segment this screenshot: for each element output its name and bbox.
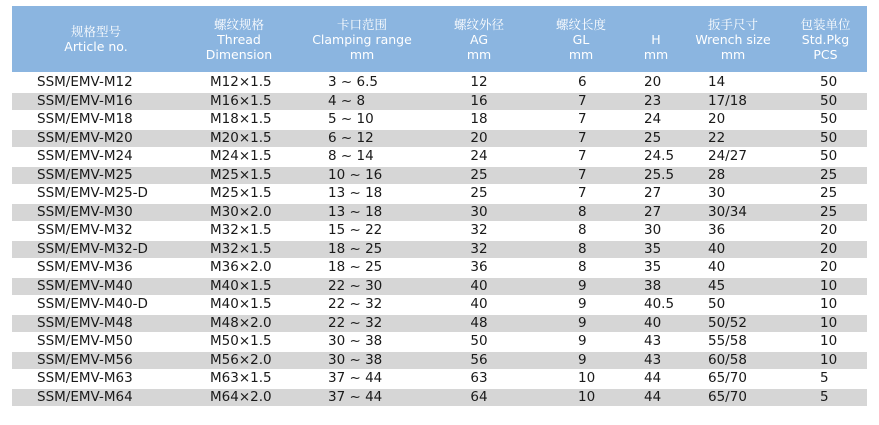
table-header <box>12 6 867 73</box>
cell-gl: 10 <box>532 370 630 389</box>
cell-ag: 24 <box>426 148 532 167</box>
header-clamp-cn: 卡口范围 <box>336 16 387 32</box>
cell-article: SSM/EMV-M63 <box>12 370 180 389</box>
header-row <box>12 6 867 73</box>
cell-article: SSM/EMV-M64 <box>12 388 180 407</box>
cell-thread: M32×1.5 <box>180 240 298 259</box>
table-row <box>12 92 867 111</box>
cell-h: 44 <box>630 370 682 389</box>
cell-std-pkg: 25 <box>784 185 867 204</box>
header-wrench-en: Wrench size <box>695 31 771 47</box>
header-pkg <box>784 6 867 73</box>
cell-h: 25.5 <box>630 166 682 185</box>
cell-clamping-range: 37 ~ 44 <box>298 388 426 407</box>
cell-ag: 63 <box>426 370 532 389</box>
table-row <box>12 370 867 389</box>
cell-clamping-range: 18 ~ 25 <box>298 240 426 259</box>
cell-thread: M20×1.5 <box>180 129 298 148</box>
header-wrench-unit: mm <box>720 46 746 62</box>
cell-wrench-size: 14 <box>682 73 784 92</box>
cell-h: 40 <box>630 314 682 333</box>
cell-std-pkg: 50 <box>784 73 867 92</box>
header-gl <box>532 6 630 73</box>
cell-std-pkg: 20 <box>784 240 867 259</box>
header-ag <box>426 6 532 73</box>
cell-std-pkg: 5 <box>784 388 867 407</box>
cell-ag: 50 <box>426 333 532 352</box>
cell-wrench-size: 65/70 <box>682 388 784 407</box>
cell-wrench-size: 50/52 <box>682 314 784 333</box>
cell-h: 20 <box>630 73 682 92</box>
header-gl-unit: mm <box>568 46 594 62</box>
cell-article: SSM/EMV-M25 <box>12 166 180 185</box>
table-row <box>12 166 867 185</box>
cell-wrench-size: 40 <box>682 240 784 259</box>
cell-wrench-size: 50 <box>682 296 784 315</box>
cell-article: SSM/EMV-M48 <box>12 314 180 333</box>
cell-clamping-range: 22 ~ 32 <box>298 314 426 333</box>
table-row <box>12 333 867 352</box>
header-ag-unit: mm <box>466 46 492 62</box>
table-row <box>12 111 867 130</box>
cell-ag: 64 <box>426 388 532 407</box>
table-row <box>12 222 867 241</box>
cell-clamping-range: 13 ~ 18 <box>298 185 426 204</box>
cell-gl: 9 <box>532 314 630 333</box>
cell-clamping-range: 37 ~ 44 <box>298 370 426 389</box>
cell-article: SSM/EMV-M30 <box>12 203 180 222</box>
cell-article: SSM/EMV-M12 <box>12 73 180 92</box>
cell-clamping-range: 30 ~ 38 <box>298 351 426 370</box>
cell-gl: 8 <box>532 222 630 241</box>
cell-wrench-size: 45 <box>682 277 784 296</box>
cell-gl: 8 <box>532 240 630 259</box>
cell-clamping-range: 30 ~ 38 <box>298 333 426 352</box>
cell-clamping-range: 8 ~ 14 <box>298 148 426 167</box>
header-thread-en2: Dimension <box>205 46 273 62</box>
table-row <box>12 388 867 407</box>
cell-ag: 25 <box>426 166 532 185</box>
cell-gl: 9 <box>532 333 630 352</box>
cell-clamping-range: 13 ~ 18 <box>298 203 426 222</box>
cell-wrench-size: 17/18 <box>682 92 784 111</box>
header-h-spacer <box>630 17 682 32</box>
cell-thread: M25×1.5 <box>180 185 298 204</box>
table-row <box>12 203 867 222</box>
header-thread <box>180 6 298 73</box>
cell-std-pkg: 10 <box>784 351 867 370</box>
header-gl-cn: 螺纹长度 <box>555 16 606 32</box>
cell-thread: M24×1.5 <box>180 148 298 167</box>
cell-std-pkg: 10 <box>784 277 867 296</box>
table-row <box>12 351 867 370</box>
header-h-en: H <box>651 31 661 47</box>
cell-gl: 7 <box>532 129 630 148</box>
cell-thread: M40×1.5 <box>180 277 298 296</box>
cell-article: SSM/EMV-M25-D <box>12 185 180 204</box>
cell-h: 38 <box>630 277 682 296</box>
cell-clamping-range: 15 ~ 22 <box>298 222 426 241</box>
cell-wrench-size: 55/58 <box>682 333 784 352</box>
cell-ag: 12 <box>426 73 532 92</box>
cell-thread: M32×1.5 <box>180 222 298 241</box>
cell-article: SSM/EMV-M18 <box>12 111 180 130</box>
cell-gl: 7 <box>532 92 630 111</box>
cell-article: SSM/EMV-M50 <box>12 333 180 352</box>
cell-gl: 9 <box>532 296 630 315</box>
cell-clamping-range: 10 ~ 16 <box>298 166 426 185</box>
header-article-cn: 规格型号 <box>70 24 121 39</box>
table-row <box>12 259 867 278</box>
cell-clamping-range: 18 ~ 25 <box>298 259 426 278</box>
cell-h: 23 <box>630 92 682 111</box>
table-row <box>12 277 867 296</box>
cell-article: SSM/EMV-M56 <box>12 351 180 370</box>
cell-std-pkg: 5 <box>784 370 867 389</box>
cell-h: 30 <box>630 222 682 241</box>
table-row <box>12 296 867 315</box>
cell-thread: M63×1.5 <box>180 370 298 389</box>
cell-ag: 56 <box>426 351 532 370</box>
cell-article: SSM/EMV-M36 <box>12 259 180 278</box>
cell-h: 43 <box>630 333 682 352</box>
cell-wrench-size: 30 <box>682 185 784 204</box>
cell-thread: M30×2.0 <box>180 203 298 222</box>
header-h <box>630 6 682 73</box>
cell-gl: 7 <box>532 166 630 185</box>
cell-article: SSM/EMV-M24 <box>12 148 180 167</box>
cell-thread: M36×2.0 <box>180 259 298 278</box>
cell-article: SSM/EMV-M20 <box>12 129 180 148</box>
cell-h: 35 <box>630 240 682 259</box>
cell-wrench-size: 24/27 <box>682 148 784 167</box>
cell-article: SSM/EMV-M32-D <box>12 240 180 259</box>
cell-gl: 8 <box>532 203 630 222</box>
cell-thread: M16×1.5 <box>180 92 298 111</box>
cell-wrench-size: 40 <box>682 259 784 278</box>
cell-wrench-size: 22 <box>682 129 784 148</box>
cell-std-pkg: 20 <box>784 222 867 241</box>
cell-std-pkg: 50 <box>784 92 867 111</box>
cell-h: 44 <box>630 388 682 407</box>
cell-article: SSM/EMV-M16 <box>12 92 180 111</box>
cell-ag: 25 <box>426 185 532 204</box>
cell-clamping-range: 6 ~ 12 <box>298 129 426 148</box>
cell-article: SSM/EMV-M40-D <box>12 296 180 315</box>
cell-h: 24 <box>630 111 682 130</box>
cell-gl: 7 <box>532 111 630 130</box>
header-wrench <box>682 6 784 73</box>
cell-clamping-range: 22 ~ 32 <box>298 296 426 315</box>
cell-thread: M18×1.5 <box>180 111 298 130</box>
cell-ag: 40 <box>426 296 532 315</box>
header-ag-cn: 螺纹外径 <box>453 16 504 32</box>
cell-gl: 6 <box>532 73 630 92</box>
header-thread-en1: Thread <box>217 31 261 47</box>
cell-h: 43 <box>630 351 682 370</box>
cell-clamping-range: 4 ~ 8 <box>298 92 426 111</box>
table-body <box>12 73 867 407</box>
header-clamp-en: Clamping range <box>312 31 412 47</box>
table-row <box>12 148 867 167</box>
header-pkg-unit: PCS <box>813 46 838 62</box>
cell-ag: 18 <box>426 111 532 130</box>
header-clamp <box>298 6 426 73</box>
cell-h: 27 <box>630 203 682 222</box>
cell-ag: 32 <box>426 222 532 241</box>
cell-h: 25 <box>630 129 682 148</box>
cell-std-pkg: 10 <box>784 296 867 315</box>
cell-wrench-size: 30/34 <box>682 203 784 222</box>
table-row <box>12 185 867 204</box>
cell-wrench-size: 20 <box>682 111 784 130</box>
cell-thread: M25×1.5 <box>180 166 298 185</box>
header-article-en: Article no. <box>64 39 128 54</box>
header-ag-en: AG <box>469 31 489 47</box>
cell-thread: M56×2.0 <box>180 351 298 370</box>
spec-table <box>12 6 867 407</box>
cell-wrench-size: 36 <box>682 222 784 241</box>
cell-gl: 9 <box>532 351 630 370</box>
header-pkg-en: Std.Pkg <box>801 31 850 47</box>
cell-clamping-range: 3 ~ 6.5 <box>298 73 426 92</box>
cell-std-pkg: 10 <box>784 333 867 352</box>
cell-gl: 8 <box>532 259 630 278</box>
cell-article: SSM/EMV-M40 <box>12 277 180 296</box>
cell-clamping-range: 22 ~ 30 <box>298 277 426 296</box>
cell-thread: M64×2.0 <box>180 388 298 407</box>
cell-std-pkg: 50 <box>784 111 867 130</box>
cell-wrench-size: 65/70 <box>682 370 784 389</box>
cell-gl: 10 <box>532 388 630 407</box>
cell-std-pkg: 25 <box>784 166 867 185</box>
cell-h: 27 <box>630 185 682 204</box>
cell-std-pkg: 10 <box>784 314 867 333</box>
cell-thread: M12×1.5 <box>180 73 298 92</box>
table-row <box>12 314 867 333</box>
header-wrench-cn: 扳手尺寸 <box>707 16 758 32</box>
cell-gl: 7 <box>532 148 630 167</box>
cell-wrench-size: 28 <box>682 166 784 185</box>
header-thread-cn: 螺纹规格 <box>213 16 264 32</box>
cell-ag: 36 <box>426 259 532 278</box>
cell-thread: M40×1.5 <box>180 296 298 315</box>
cell-std-pkg: 50 <box>784 148 867 167</box>
header-article <box>12 6 180 73</box>
cell-ag: 30 <box>426 203 532 222</box>
cell-std-pkg: 50 <box>784 129 867 148</box>
cell-h: 35 <box>630 259 682 278</box>
header-clamp-unit: mm <box>349 46 375 62</box>
cell-ag: 48 <box>426 314 532 333</box>
cell-wrench-size: 60/58 <box>682 351 784 370</box>
table-row <box>12 73 867 92</box>
cell-gl: 7 <box>532 185 630 204</box>
table-row <box>12 129 867 148</box>
cell-h: 24.5 <box>630 148 682 167</box>
cell-ag: 40 <box>426 277 532 296</box>
table-row <box>12 240 867 259</box>
cell-std-pkg: 25 <box>784 203 867 222</box>
cell-gl: 9 <box>532 277 630 296</box>
cell-h: 40.5 <box>630 296 682 315</box>
cell-ag: 20 <box>426 129 532 148</box>
header-h-unit: mm <box>643 46 669 62</box>
cell-thread: M48×2.0 <box>180 314 298 333</box>
cell-thread: M50×1.5 <box>180 333 298 352</box>
header-gl-en: GL <box>572 31 590 47</box>
cell-article: SSM/EMV-M32 <box>12 222 180 241</box>
header-pkg-cn: 包装单位 <box>800 16 851 32</box>
cell-std-pkg: 20 <box>784 259 867 278</box>
cell-clamping-range: 5 ~ 10 <box>298 111 426 130</box>
cell-ag: 16 <box>426 92 532 111</box>
cell-ag: 32 <box>426 240 532 259</box>
